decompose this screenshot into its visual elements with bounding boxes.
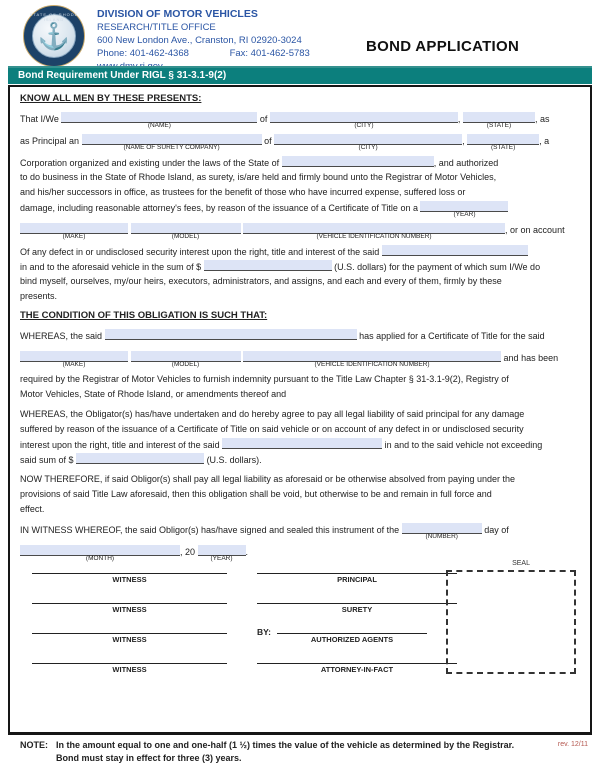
static-text: , a [539,136,550,146]
vehicle-vin-field[interactable] [243,223,505,240]
form-line [20,351,580,368]
static-text: in and to the aforesaid vehicle in the sum of $ [20,262,202,272]
form-line: suffered by reason of the issuance of a Certificate of Title on said vehicle or on account of any defect in or undisclosed security [20,424,524,434]
static-text: , as [534,114,550,124]
revision-label: rev. 12/11 [557,741,588,748]
by-label: BY: [257,627,272,637]
static-text: , [457,114,461,124]
bond-requirement-banner: Bond Requirement Under RIGL § 31-3.1-9(2) [8,66,592,84]
surety-company-field[interactable] [82,134,262,151]
static-text: . [245,547,249,557]
form-line: bind myself, ourselves, my/our heirs, executors, administrators, and assigns, and each and every of them, firmly by these [20,276,502,286]
said-party-field[interactable] [382,245,528,256]
vehicle-year-field[interactable] [420,201,508,218]
agency-address: 600 New London Ave., Cranston, RI 02920-3024 [97,35,302,46]
form-line [20,245,580,257]
surety-state-field[interactable] [467,134,539,151]
principal-state-field[interactable] [463,112,535,129]
agency-phone: Phone: 401-462-4368 [97,48,189,59]
by-group [257,627,427,644]
note-line-2: Bond must stay in effect for three (3) years. [56,753,242,763]
said-party-field-2[interactable] [222,438,382,449]
seal-caption: SEAL [512,560,530,567]
static-text: has applied for a Certificate of Title for the said [359,331,545,341]
form-line: effect. [20,504,45,514]
static-text: IN WITNESS WHEREOF, the said Obligor(s) has/have signed and sealed this instrument of the [20,525,400,535]
field-label: (CITY) [354,122,374,129]
static-text: (U.S. dollars). [206,455,262,465]
seal-box [446,570,576,674]
static-text: , or on account [505,225,565,235]
agency-info [97,8,310,73]
bond-amount-field[interactable] [204,260,332,271]
bond-amount-field-2[interactable] [76,453,204,464]
authorized-agents-signature-line: AUTHORIZED AGENTS [277,633,427,644]
form-line: to do business in the State of Rhode Island, as surety, is/are held and firmly bound unto the Registrar of Motor Vehicles, [20,172,497,182]
year-field[interactable] [198,545,246,562]
field-label: (MODEL) [171,233,200,240]
field-label: (NAME OF SURETY COMPANY) [123,144,220,151]
principal-name-field[interactable] [61,112,257,129]
form-line: required by the Registrar of Motor Vehicles to furnish indemnity pursuant to the Title Law Chapter § 31-3.1-9(2), Registry of [20,374,509,384]
static-text: Of any defect in or undisclosed security interest upon the right, title and interest of the said [20,247,380,257]
agency-contact [97,47,310,60]
static-text: said sum of $ [20,455,74,465]
agency-fax: Fax: 401-462-5783 [229,48,310,59]
note-section [20,739,580,765]
vehicle-model-field-2[interactable] [131,351,241,368]
static-text: , [462,136,465,146]
form-line: and his/her successors in office, as trustees for the benefit of those who have incurred expense, suffered loss or [20,187,466,197]
form-line [20,201,580,218]
day-number-field[interactable] [402,523,482,540]
static-text: of [264,136,272,146]
vehicle-make-field-2[interactable] [20,351,128,368]
field-label: (MONTH) [85,555,115,562]
agency-name: DIVISION OF MOTOR VEHICLES [97,8,258,20]
vehicle-vin-field-2[interactable] [243,351,501,368]
form-line [20,112,580,129]
form-line: Motor Vehicles, State of Rhode Island, or amendments thereof and [20,389,287,399]
note-label: NOTE: [20,740,48,750]
vehicle-make-field[interactable] [20,223,128,240]
static-text: damage, including reasonable attorney's fees, by reason of the issuance of a Certificate of Title on a [20,203,418,213]
principal-city-field[interactable] [270,112,458,129]
static-text: WHEREAS, the said [20,331,103,341]
field-label: (NAME) [147,122,171,129]
form-line [20,523,580,540]
field-label: (YEAR) [453,211,476,218]
form-header [0,0,600,66]
witness-signature-line-3: WITNESS [32,633,227,644]
form-line [20,329,580,341]
form-line [20,223,580,240]
field-label: (STATE) [490,144,516,151]
static-text: That I/We [20,114,59,124]
static-text: Corporation organized and existing under the laws of the State of [20,158,280,168]
static-text: , 20 [180,547,196,557]
applicant-name-field[interactable] [105,329,357,340]
form-line: WHEREAS, the Obligator(s) has/have undertaken and do hereby agree to pay all legal liability of said principal for any damage [20,409,525,419]
anchor-icon: ⚓ [37,21,71,51]
field-label: (STATE) [486,122,512,129]
form-line [20,156,580,168]
form-line [20,545,580,562]
witness-signature-line-1: WITNESS [32,573,227,584]
note-line-1: In the amount equal to one and one-half (1 ½) times the value of the vehicle as determined by the Registrar. [56,740,515,750]
form-line [20,260,580,272]
surety-signature-line: SURETY [257,603,457,614]
form-line [20,438,580,450]
seal-ring-text: STATE OF RHODE ISLAND [29,12,79,22]
section1-heading: KNOW ALL MEN BY THESE PRESENTS: [20,93,202,104]
static-text: day of [484,525,509,535]
note-text [56,739,514,765]
form-line: presents. [20,291,58,301]
signature-section [20,560,580,725]
form-line [20,134,580,151]
document-title: BOND APPLICATION [366,38,520,55]
field-label: (CITY) [358,144,378,151]
vehicle-model-field[interactable] [131,223,241,240]
attorney-in-fact-signature-line: ATTORNEY-IN-FACT [257,663,457,674]
field-label: (VEHICLE IDENTIFICATION NUMBER) [316,233,432,240]
form-line [20,453,580,465]
field-label: (YEAR) [210,555,233,562]
field-label: (MAKE) [62,233,86,240]
static-text: of [259,114,268,124]
witness-signature-line-2: WITNESS [32,603,227,614]
surety-city-field[interactable] [274,134,462,151]
witness-signature-line-4: WITNESS [32,663,227,674]
month-field[interactable] [20,545,180,562]
static-text: and has been [503,353,559,363]
state-of-incorporation-field[interactable] [282,156,434,167]
section2-heading: THE CONDITION OF THIS OBLIGATION IS SUCH THAT: [20,310,268,321]
principal-signature-line: PRINCIPAL [257,573,457,584]
rhode-island-state-seal-icon [23,5,85,67]
form-line: NOW THEREFORE, if said Obligor(s) shall pay all legal liability as aforesaid or be otherwise absolved from paying under the [20,474,516,484]
field-label: (MODEL) [171,361,200,368]
field-label: (NUMBER) [425,533,458,540]
static-text: (U.S. dollars) for the payment of which sum I/We do [334,262,541,272]
static-text: , and authorized [433,158,499,168]
field-label: (VEHICLE IDENTIFICATION NUMBER) [314,361,430,368]
form-line: provisions of said Title Law aforesaid, then this obligation shall be void, but otherwise to be and remain in full force and [20,489,492,499]
static-text: interest upon the right, title and interest of the said [20,440,220,450]
static-text: as Principal an [20,136,80,146]
office-name: RESEARCH/TITLE OFFICE [97,22,216,33]
field-label: (MAKE) [62,361,86,368]
static-text: in and to the said vehicle not exceeding [384,440,543,450]
